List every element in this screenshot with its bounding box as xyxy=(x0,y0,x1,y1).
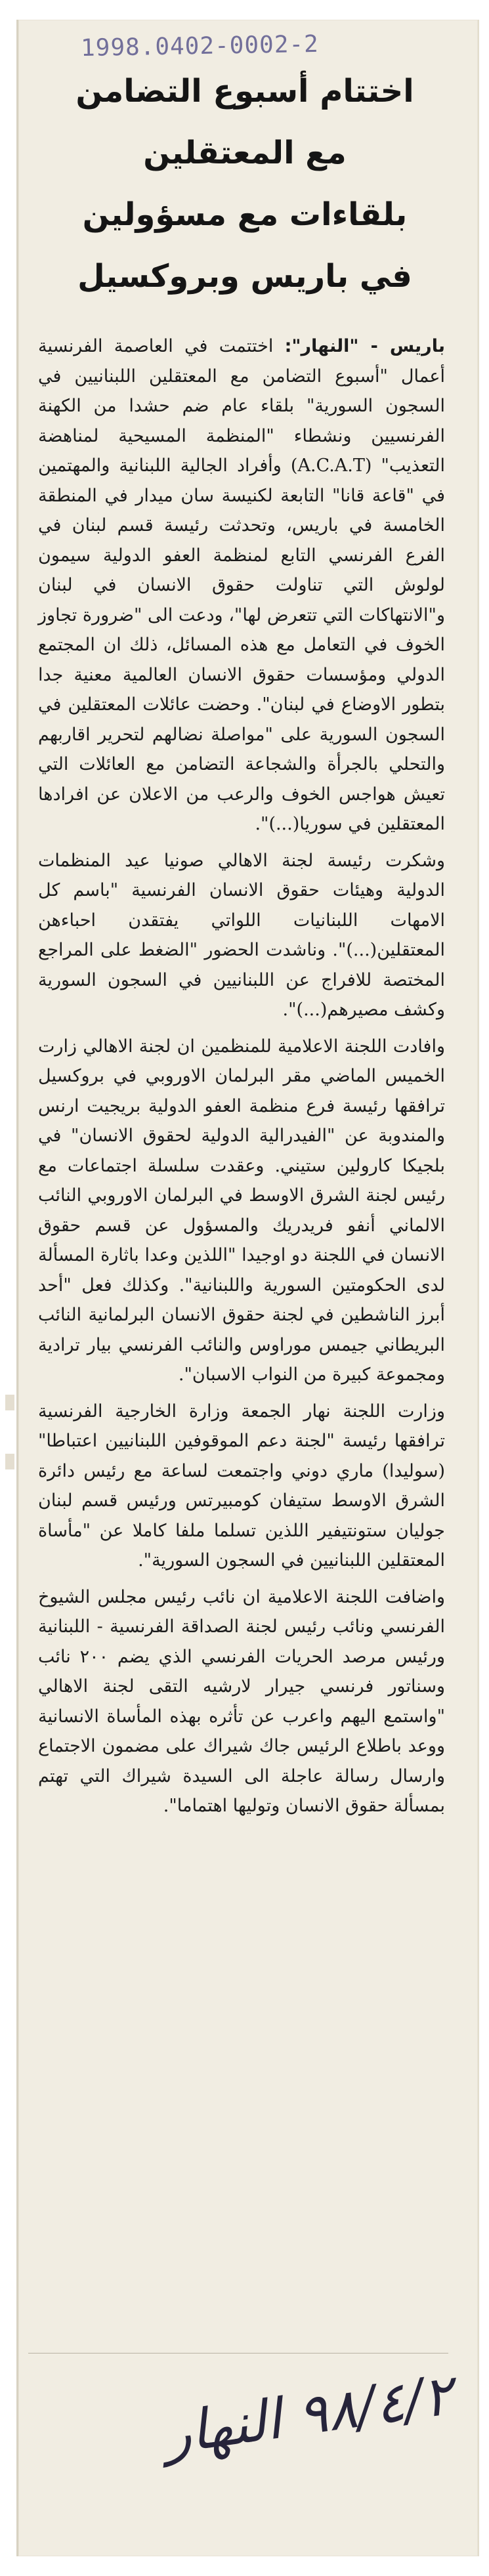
article-paragraph: وزارت اللجنة نهار الجمعة وزارة الخارجية الفرنسية ترافقها رئيسة "لجنة دعم الموقوفين اللبنانيين اعتباطا" (سوليدا) ماري دوني واجتمعت لساعة مع رئيس دائرة الشرق الاوسط ستيفان كومبيرتس ورئيس قسم لبنان جوليان ستونتيفير اللذين تسلما ملفا كاملا عن "مأساة المعتقلين اللبنانيين في السجون السورية". xyxy=(38,1401,445,1571)
paragraph-text: اختتمت في العاصمة الفرنسية أعمال "أسبوع التضامن مع المعتقلين اللبنانيين في السجون السورية" بلقاء عام ضم حشدا من الكهنة الفرنسيين ونشطاء "المنظمة المسيحية لمناهضة التعذيب" (A.C.A.T) وأفراد الجالية اللبنانية والمهتمين في "قاعة قانا" التابعة لكنيسة سان ميدار في المنطقة الخامسة في باريس، وتحدثت رئيسة قسم لبنان في الفرع الفرنسي التابع لمنظمة العفو الدولية سيمون لولوش التي تناولت حقوق الانسان في لبنان و"الانتهاكات التي تتعرض لها"، ودعت الى "ضرورة تجاوز الخوف في التعامل مع هذه المسائل، ذلك ان المجتمع الدولي ومؤسسات حقوق الانسان العالمية معنية جدا بتطور الاوضاع في لبنان". وحضت عائلات المعتقلين في السجون السورية على "مواصلة نضالهم لتحرير اقاربهم والتحلي بالجرأة والشجاعة التضامن مع العائلات التي تعيش هواجس الخوف والرعب من الاعلان عن افرادها المعتقلين في سوريا(...)". xyxy=(38,336,445,834)
bottom-divider xyxy=(28,2353,448,2354)
headline-line: في باريس وبروكسيل xyxy=(77,258,412,295)
handwritten-date-note: ٩٨/٤/٢ النهار xyxy=(159,2362,457,2467)
headline-line: بلقاءات مع مسؤولين xyxy=(82,196,408,233)
headline-line: مع المعتقلين xyxy=(143,135,347,171)
headline-line: اختتام أسبوع التضامن xyxy=(75,73,414,110)
article-paragraph xyxy=(38,331,445,839)
article-paragraph: واضافت اللجنة الاعلامية ان نائب رئيس مجلس الشيوخ الفرنسي ونائب رئيس لجنة الصداقة الفرنسية - اللبنانية ورئيس مرصد الحريات الفرنسي الذي يضم ٢٠٠ نائب وسناتور فرنسي جيرار لارشيه التقى لجنة الاهالي "واستمع اليهم واعرب عن تأثره بهذه المأساة الانسانية ووعد باطلاع الرئيس جاك شيراك على مضمون الاجتماع وارسال رسالة عاجلة الى السيدة شيراك التي تهتم بمسألة حقوق الانسان وتوليها اهتماما". xyxy=(38,1586,445,1816)
dateline: باريس - "النهار": xyxy=(284,336,445,356)
edge-mark xyxy=(5,1395,14,1410)
archive-stamp: 1998.0402-0002-2 xyxy=(80,30,320,62)
newspaper-clipping xyxy=(16,20,479,2556)
edge-mark xyxy=(5,1454,14,1469)
article-body xyxy=(38,331,445,1828)
article-paragraph: وافادت اللجنة الاعلامية للمنظمين ان لجنة الاهالي زارت الخميس الماضي مقر البرلمان الاوروبي في بروكسيل ترافقها رئيسة فرع منظمة العفو الدولية بريجيت ارنس والمندوبة عن "الفيدرالية الدولية لحقوق الانسان" في بلجيكا كارولين ستيني. وعقدت سلسلة اجتماعات مع رئيس لجنة الشرق الاوسط في البرلمان الاوروبي النائب الالماني أنفو فريدريك والمسؤول عن قسم حقوق الانسان في اللجنة دو اوجيدا "اللذين وعدا باثارة المسألة لدى الحكومتين السورية واللبنانية". وكذلك فعل "أحد أبرز الناشطين في لجنة حقوق الانسان البرلمانية النائب البريطاني جيمس موراوس والنائب الفرنسي بيار ترادية ومجموعة كبيرة من النواب الاسبان". xyxy=(38,1036,445,1385)
article-headline xyxy=(45,60,445,307)
article-paragraph: وشكرت رئيسة لجنة الاهالي صونيا عيد المنظمات الدولية وهيئات حقوق الانسان الفرنسية "باسم كل الامهات اللبنانيات اللواتي يفتقدن احباءهن المعتقلين(...)". وناشدت الحضور "الضغط على المراجع المختصة للافراج عن اللبنانيين في السجون السورية وكشف مصيرهم(...)". xyxy=(38,850,445,1020)
